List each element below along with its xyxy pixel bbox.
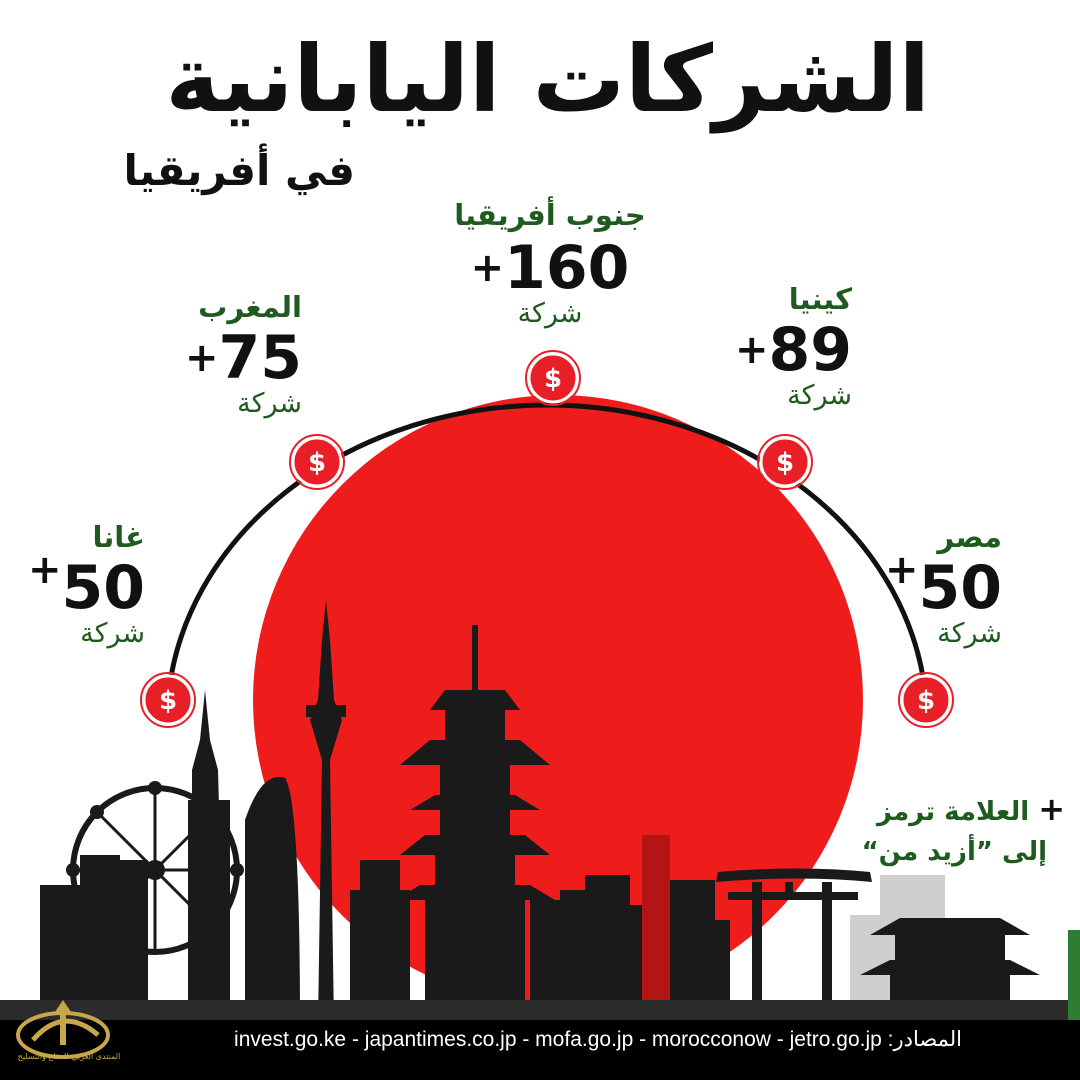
country-kenya — [700, 282, 852, 411]
note-line-2: إلى ”أزيد من“ — [861, 837, 1047, 867]
dollar-sign-icon: $ — [307, 448, 327, 478]
country-name: جنوب أفريقيا — [454, 198, 646, 232]
count-value: 160 — [504, 233, 630, 303]
count-value: 89 — [768, 315, 852, 385]
unit-label: شركة — [937, 618, 1002, 649]
company-count — [700, 315, 852, 385]
country-name: المغرب — [198, 290, 302, 324]
note-line-1 — [840, 785, 1065, 833]
country-south-africa — [450, 198, 650, 329]
dollar-sign-icon: $ — [158, 686, 178, 716]
dollar-sign-icon: $ — [775, 448, 795, 478]
forum-logo-icon — [8, 995, 128, 1075]
plus-mark: + — [184, 335, 219, 381]
logo-caption: المنتدى العربي للدفاع والتسليح — [17, 1052, 121, 1061]
company-count — [880, 547, 1002, 623]
plus-mark: + — [27, 547, 62, 593]
page-title: الشركات اليابانية — [165, 26, 930, 133]
plus-icon: + — [1038, 790, 1065, 828]
plus-mark: + — [884, 547, 919, 593]
unit-label: شركة — [80, 618, 145, 649]
count-value: 50 — [61, 553, 145, 623]
unit-label: شركة — [517, 298, 583, 329]
country-ghana — [20, 520, 145, 649]
note-text-1: العلامة ترمز — [876, 797, 1030, 827]
plus-legend-note — [840, 785, 1065, 872]
company-count — [140, 323, 302, 393]
plus-mark: + — [470, 245, 505, 291]
count-value: 50 — [918, 553, 1002, 623]
country-egypt — [880, 520, 1002, 649]
country-name: كينيا — [788, 282, 852, 316]
dollar-sign-icon: $ — [916, 686, 936, 716]
unit-label: شركة — [237, 388, 302, 419]
country-name: مصر — [937, 520, 1002, 554]
sources-text: invest.go.ke - japantimes.co.jp - mofa.go.jp - morocconow - jetro.go.jp :المصادر — [234, 1028, 962, 1051]
unit-label: شركة — [787, 380, 852, 411]
count-value: 75 — [218, 323, 302, 393]
plus-mark: + — [734, 327, 769, 373]
green-edge — [1068, 930, 1080, 1022]
company-count — [20, 547, 145, 623]
company-count — [450, 233, 650, 303]
dollar-sign-icon: $ — [543, 364, 563, 394]
skyline-base — [0, 1000, 1080, 1022]
country-name: غانا — [92, 520, 145, 554]
country-morocco — [140, 290, 302, 419]
page-subtitle: في أفريقيا — [123, 146, 355, 195]
